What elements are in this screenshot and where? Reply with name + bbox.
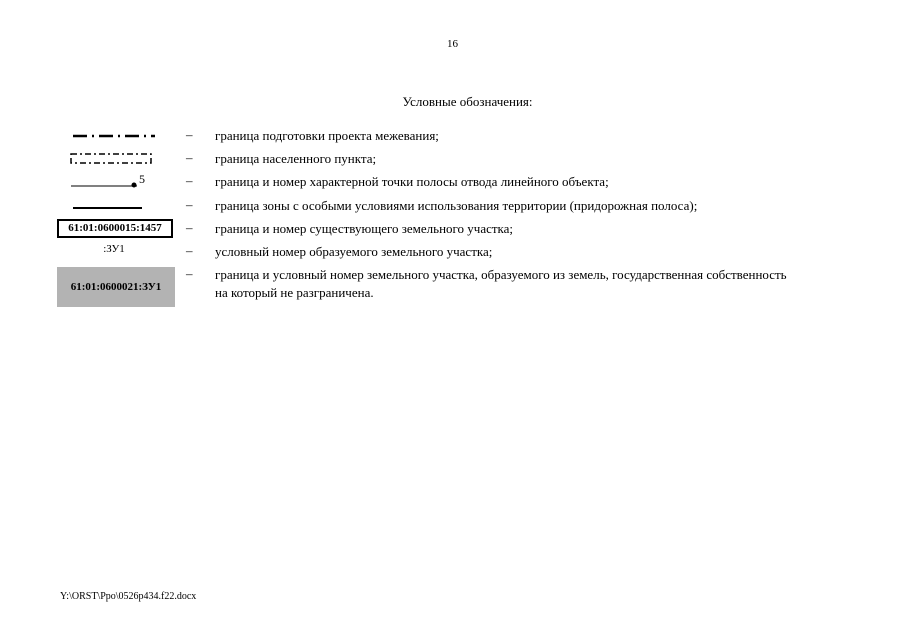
parcel-number-label: :ЗУ1 xyxy=(103,243,125,255)
plain-label-symbol xyxy=(55,242,177,262)
dash: – xyxy=(186,197,193,212)
legend-row xyxy=(0,172,905,192)
legend-text: условный номер образуемого земельного участка; xyxy=(215,244,493,259)
file-path-footer: Y:\ORST\Ppo\0526p434.f22.docx xyxy=(60,591,197,602)
legend-text: граница подготовки проекта межевания; xyxy=(215,128,439,143)
legend-row xyxy=(0,196,905,216)
gray-parcel-label: 61:01:0600021:ЗУ1 xyxy=(57,267,175,307)
existing-parcel-label: 61:01:0600015:1457 xyxy=(57,219,173,238)
dash: – xyxy=(186,220,193,235)
legend-row xyxy=(0,265,905,307)
legend-text: граница и условный номер земельного участка, образуемого из земель, государственная собственность на который не разграничена. xyxy=(215,267,787,300)
dash-dot-line-symbol xyxy=(55,126,177,146)
bordered-label-symbol xyxy=(55,219,177,239)
dash: – xyxy=(186,243,193,258)
legend-row xyxy=(0,126,905,146)
gray-label-symbol xyxy=(55,265,177,307)
legend-text: граница и номер характерной точки полосы отвода линейного объекта; xyxy=(215,174,609,189)
legend-row xyxy=(0,242,905,262)
dash: – xyxy=(186,150,193,165)
legend-text: граница и номер существующего земельного участка; xyxy=(215,221,514,236)
thick-line-symbol xyxy=(55,196,177,216)
dash: – xyxy=(186,127,193,142)
legend-row xyxy=(0,149,905,169)
dash: – xyxy=(186,266,193,281)
legend-text: граница зоны с особыми условиями использования территории (придорожная полоса); xyxy=(215,198,698,213)
legend-title: Условные обозначения: xyxy=(402,94,533,109)
page-number: 16 xyxy=(447,38,458,50)
line-with-point-symbol xyxy=(55,172,177,192)
point-label: 5 xyxy=(139,172,145,186)
dashed-box-symbol xyxy=(55,149,177,169)
legend-text: граница населенного пункта; xyxy=(215,151,377,166)
legend-row xyxy=(0,219,905,239)
dash: – xyxy=(186,173,193,188)
